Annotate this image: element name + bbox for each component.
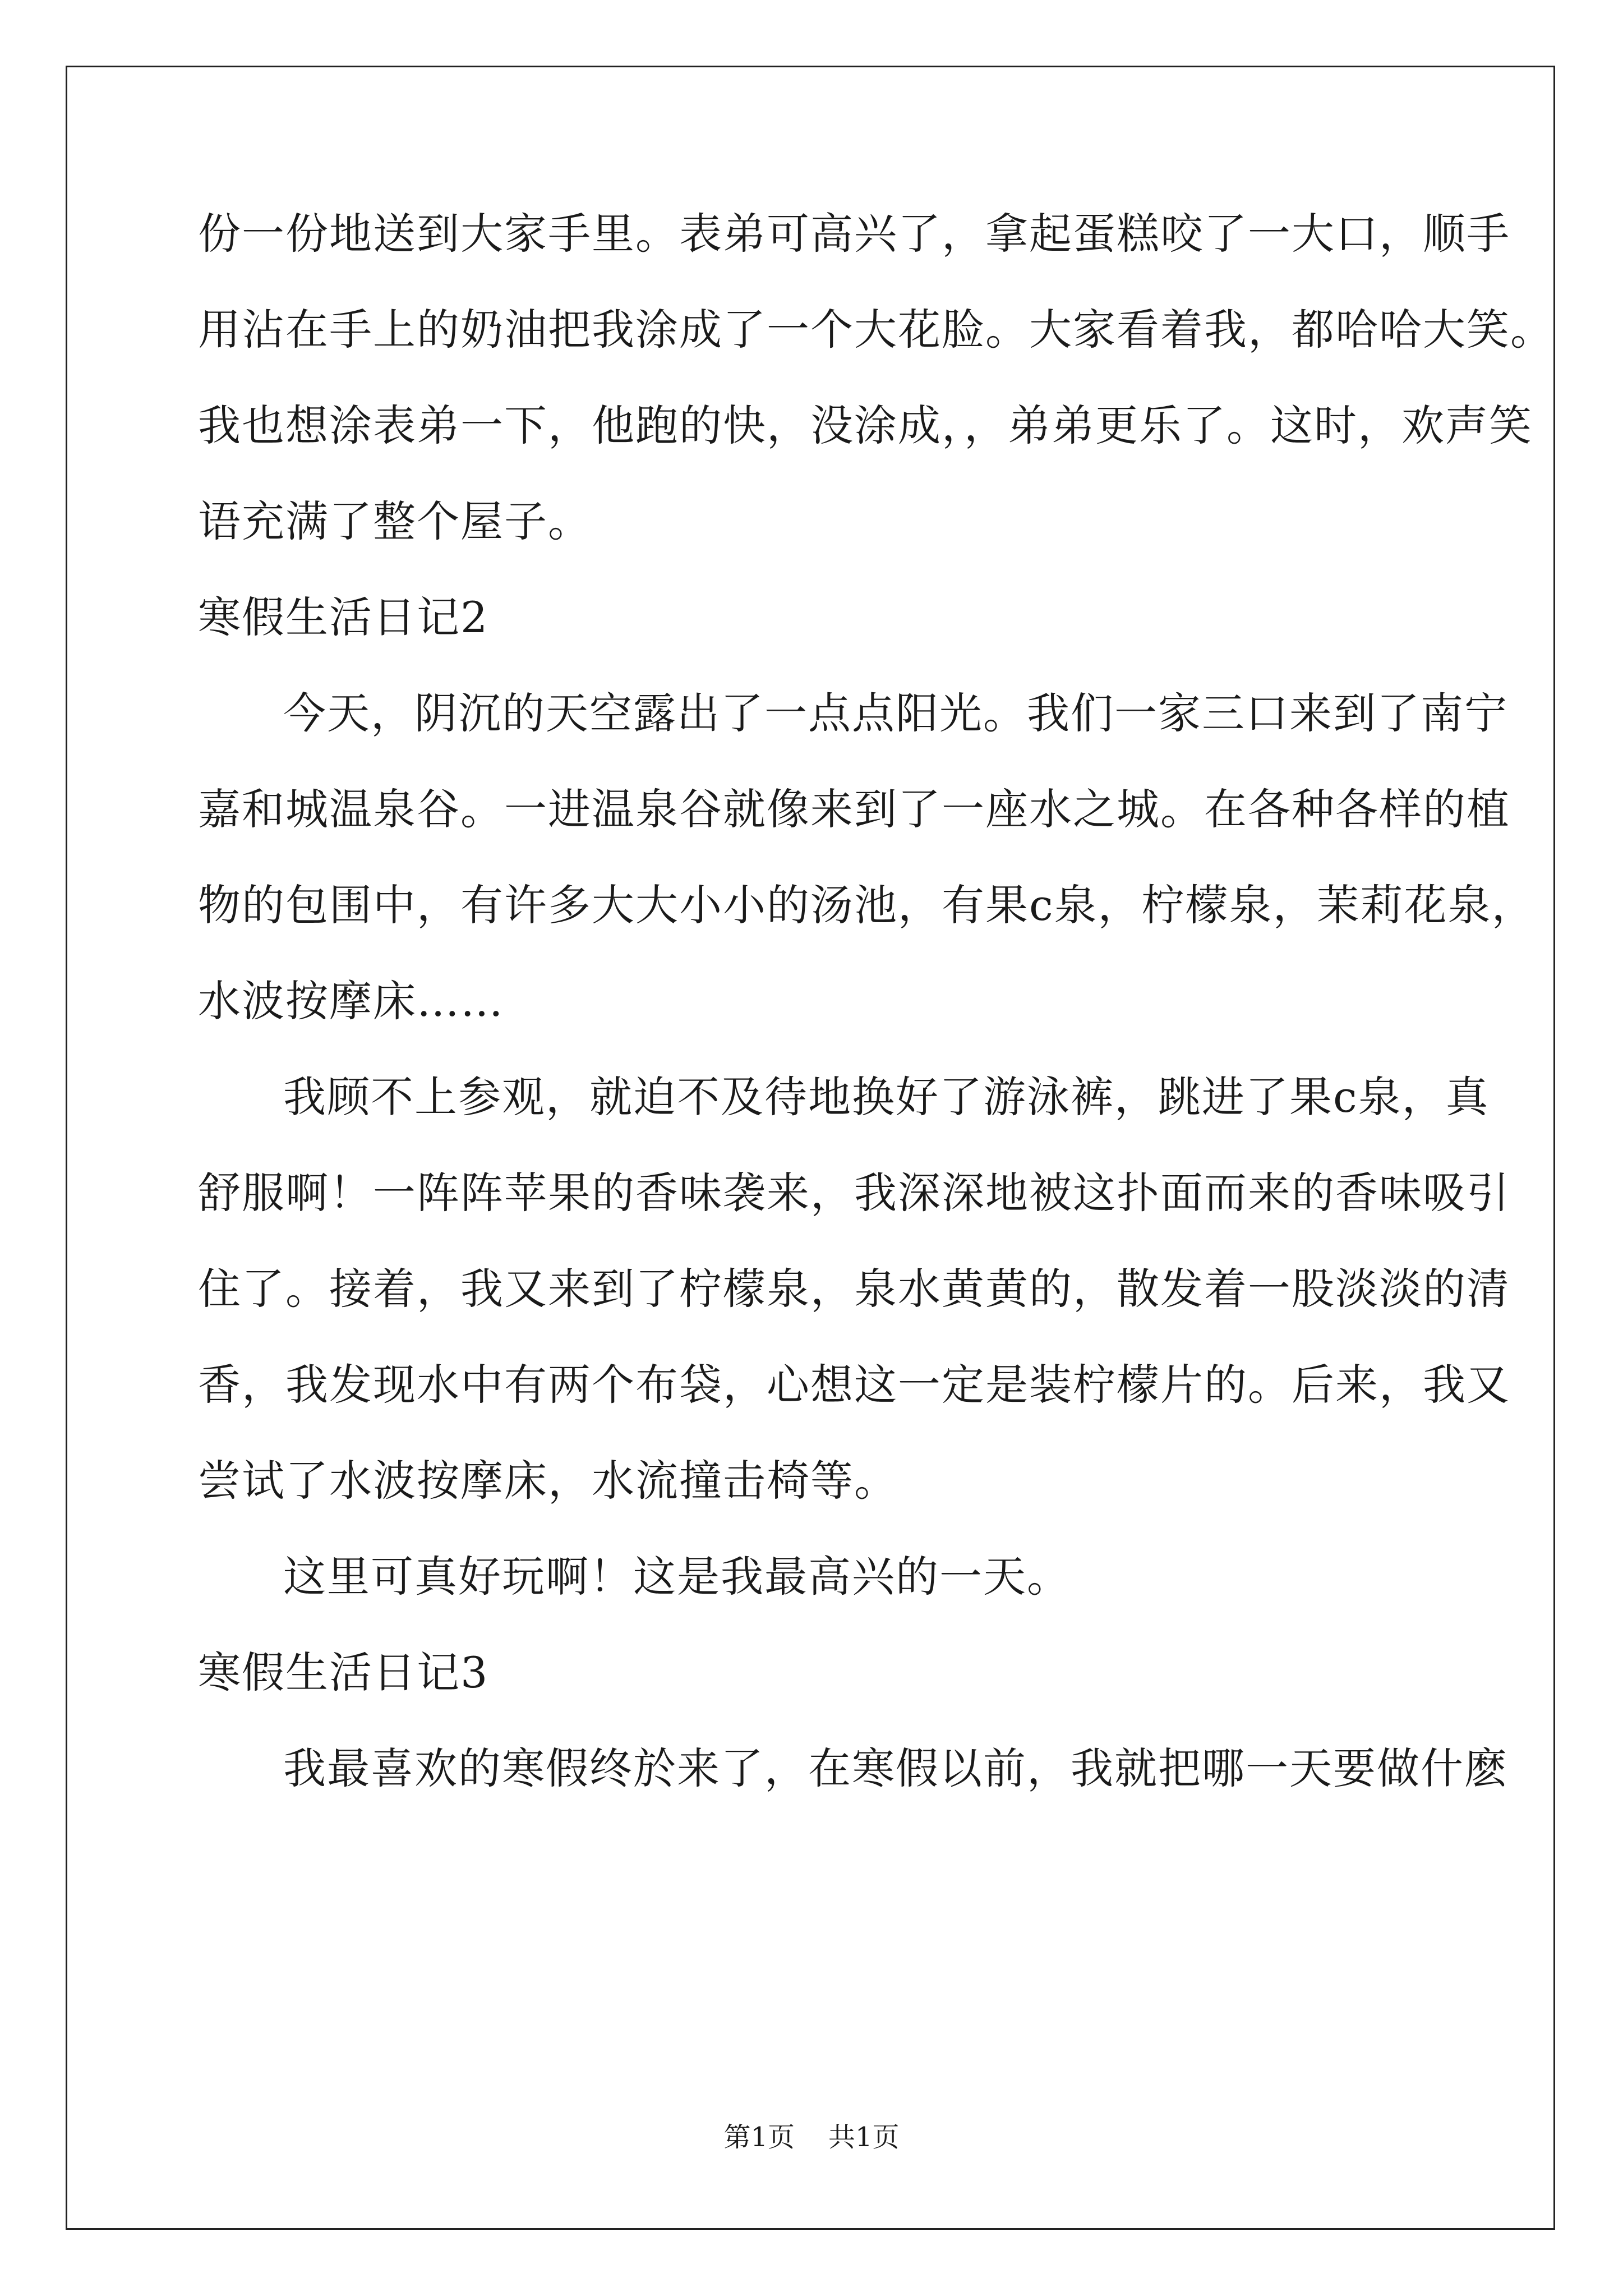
text-line: 尝试了水波按摩床，水流撞击椅等。: [198, 1456, 898, 1506]
text-line: 香，我发现水中有两个布袋，心想这一定是装柠檬片的。后来，我又: [198, 1360, 1510, 1410]
page-total: 共1页: [828, 2122, 900, 2153]
text-line: 我也想涂表弟一下，他跑的快，没涂成，，弟弟更乐了。这时，欢声笑: [198, 401, 1533, 450]
text-line: 我顾不上参观，就迫不及待地换好了游泳裤，跳进了果c泉，真: [283, 1072, 1490, 1122]
text-line: 份一份地送到大家手里。表弟可高兴了，拿起蛋糕咬了一大口，顺手: [198, 209, 1510, 259]
text-line: 用沾在手上的奶油把我涂成了一个大花脸。大家看着我，都哈哈大笑。: [198, 305, 1554, 355]
text-line: 这里可真好玩啊！这是我最高兴的一天。: [283, 1552, 1071, 1602]
text-line: 舒服啊！一阵阵苹果的香味袭来，我深深地被这扑面而来的香味吸引: [198, 1168, 1510, 1218]
text-line: 嘉和城温泉谷。一进温泉谷就像来到了一座水之城。在各种各样的植: [198, 784, 1510, 834]
text-line: 物的包围中，有许多大大小小的汤池，有果c泉，柠檬泉，茉莉花泉，: [198, 880, 1536, 930]
section-heading: 寒假生活日记2: [198, 592, 489, 642]
text-line: 我最喜欢的寒假终於来了，在寒假以前，我就把哪一天要做什麽: [283, 1743, 1508, 1793]
text-line: 住了。接着，我又来到了柠檬泉，泉水黄黄的，散发着一股淡淡的清: [198, 1264, 1510, 1314]
document-body: [198, 206, 1554, 1837]
section-heading: 寒假生活日记3: [198, 1648, 489, 1697]
page-number: 第1页: [723, 2122, 795, 2153]
text-line: 语充满了整个屋子。: [198, 496, 592, 546]
page-footer: [0, 2120, 1623, 2154]
text-line: 今天，阴沉的天空露出了一点点阳光。我们一家三口来到了南宁: [283, 688, 1508, 738]
text-line: 水波按摩床……: [198, 976, 504, 1026]
